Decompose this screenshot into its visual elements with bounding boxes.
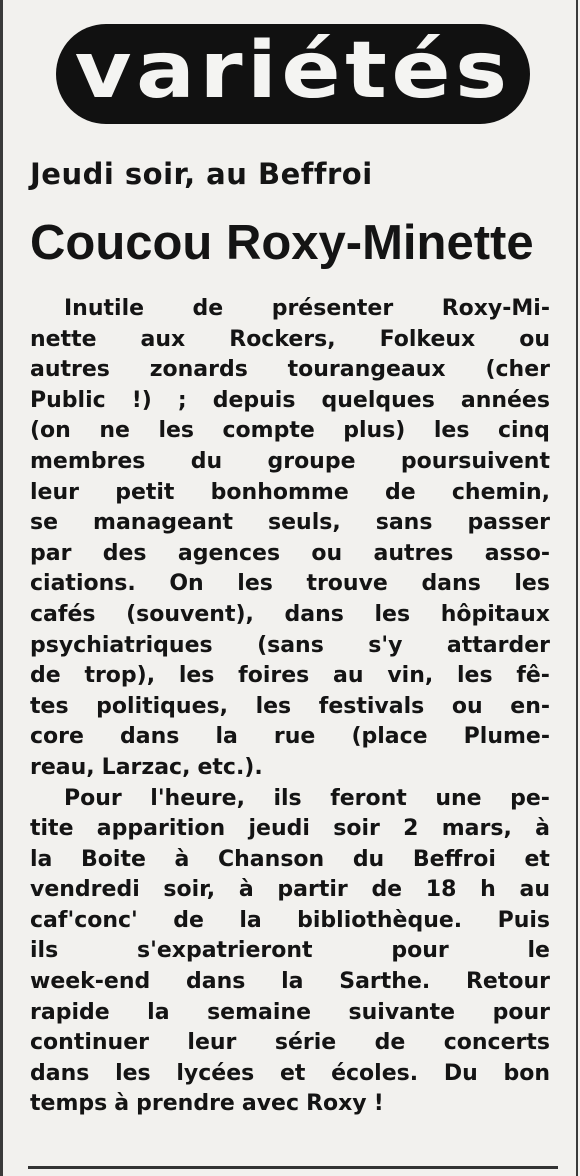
word: des [102, 540, 147, 566]
word: h [480, 877, 496, 903]
word: les [514, 571, 550, 597]
article-line [30, 508, 550, 539]
word: de [192, 296, 224, 321]
article-line [30, 784, 550, 815]
word: (souvent), [126, 601, 254, 627]
word: à [174, 846, 190, 872]
right-border [576, 0, 578, 1176]
word: depuis [212, 387, 296, 413]
article-headline: Coucou Roxy-Minette [30, 216, 534, 270]
word: reau, [30, 754, 95, 780]
article-line [30, 600, 550, 631]
word: une [435, 785, 482, 811]
word: temps [30, 1091, 108, 1117]
word: Du [443, 1060, 478, 1086]
word: de [374, 1030, 406, 1056]
word: membres [30, 448, 146, 474]
word: Rockers, [229, 326, 336, 352]
word: par [30, 540, 72, 566]
word: bibliothèque. [297, 907, 463, 933]
word: Retour [465, 969, 550, 995]
word: passer [467, 510, 550, 536]
word: s'y [368, 632, 403, 658]
word: plus) [343, 418, 406, 444]
word: concerts [443, 1030, 550, 1056]
word: asso- [484, 540, 550, 566]
word: Puis [497, 907, 550, 933]
word: à [238, 877, 254, 903]
article-line [30, 753, 550, 784]
word: Public [30, 387, 106, 413]
word: années [460, 387, 550, 413]
word: s'expatrieront [137, 938, 313, 964]
word: le [527, 938, 550, 964]
word: pe- [510, 785, 550, 811]
word: avec [241, 1091, 300, 1117]
word: manageant [93, 510, 234, 536]
word: écoles. [331, 1060, 419, 1086]
article-line [30, 631, 550, 662]
word: Roxy [306, 1091, 367, 1117]
word: autres [373, 540, 454, 566]
word: rapide [30, 999, 110, 1025]
word: tes [30, 693, 69, 719]
word: la [239, 907, 262, 933]
article-line [30, 539, 550, 570]
article-line [30, 1028, 550, 1059]
word: trop), [84, 663, 156, 689]
word: Beffroi [412, 846, 496, 872]
word: soir [333, 816, 380, 842]
word: à [114, 1091, 130, 1117]
word: Folkeux [379, 326, 476, 352]
word: de [371, 877, 403, 903]
word: nette [30, 326, 97, 352]
article-line [30, 875, 550, 906]
word: leur [187, 1030, 237, 1056]
article-line [30, 1089, 550, 1120]
word: caf'conc' [30, 907, 138, 933]
word: attarder [446, 632, 550, 658]
article-line [30, 478, 550, 509]
word: en- [510, 693, 550, 719]
word: ou [311, 540, 343, 566]
word: apparition [96, 816, 226, 842]
word: la [281, 969, 304, 995]
word: ciations. [30, 571, 136, 597]
word: groupe [267, 448, 356, 474]
word: continuer [30, 1030, 149, 1056]
word: quelques [321, 387, 435, 413]
word: poursuivent [400, 448, 550, 474]
word: dans [186, 969, 246, 995]
article-line [30, 692, 550, 723]
word: vendredi [30, 877, 140, 903]
word: Roxy-Mi- [441, 296, 550, 321]
word: et [524, 846, 550, 872]
word: à [535, 816, 550, 842]
article-line [30, 967, 550, 998]
article-line [30, 416, 550, 447]
word: ; [177, 387, 187, 413]
word: cinq [497, 418, 550, 444]
article-line [30, 906, 550, 937]
word: foires [238, 663, 310, 689]
word: les [115, 1060, 151, 1086]
word: chemin, [451, 479, 550, 505]
word: du [352, 846, 385, 872]
word: partir [277, 877, 348, 903]
word: (place [351, 724, 428, 750]
article-kicker: Jeudi soir, au Beffroi [30, 157, 373, 191]
section-banner-pill [56, 24, 530, 124]
word: dans [284, 601, 344, 627]
word: ou [451, 693, 483, 719]
word: feront [330, 785, 407, 811]
word: On [169, 571, 204, 597]
article-body [30, 294, 550, 1120]
word: bon [503, 1060, 550, 1086]
word: compte [222, 418, 315, 444]
article-line [30, 569, 550, 600]
word: festivals [318, 693, 425, 719]
word: Inutile [64, 296, 145, 321]
word: ne [99, 418, 130, 444]
word: au [519, 877, 550, 903]
word: core [30, 724, 84, 750]
word: mars, [441, 816, 512, 842]
section-title: variétés [74, 26, 512, 116]
article-line [30, 355, 550, 386]
word: 2 [403, 816, 419, 842]
word: Larzac, [101, 754, 191, 780]
word: tourangeaux [287, 357, 446, 383]
word: les [433, 418, 470, 444]
article-line [30, 722, 550, 753]
word: les [456, 663, 493, 689]
word: l'heure, [150, 785, 245, 811]
article-line [30, 294, 550, 325]
word: la [30, 846, 53, 872]
article-line [30, 447, 550, 478]
left-border [0, 0, 3, 1176]
word: les [255, 693, 292, 719]
word: (on [30, 418, 71, 444]
word: rue [273, 724, 316, 750]
word: la [215, 724, 238, 750]
word: dans [30, 1060, 90, 1086]
article-line [30, 661, 550, 692]
word: jeudi [248, 816, 310, 842]
word: du [190, 448, 223, 474]
word: psychiatriques [30, 632, 213, 658]
word: petit [115, 479, 175, 505]
word: présenter [271, 296, 394, 321]
word: bonhomme [210, 479, 349, 505]
word: week-end [30, 969, 151, 995]
bottom-divider [28, 1166, 558, 1169]
word: dans [421, 571, 481, 597]
word: pour [492, 999, 550, 1025]
word: (cher [485, 357, 550, 383]
word: etc.). [197, 754, 263, 780]
word: sans [375, 510, 433, 536]
article-line [30, 998, 550, 1029]
word: série [274, 1030, 337, 1056]
article-line [30, 325, 550, 356]
word: !) [131, 387, 152, 413]
word: zonards [149, 357, 248, 383]
word: vin, [387, 663, 434, 689]
word: suivante [348, 999, 456, 1025]
word: 18 [425, 877, 457, 903]
word: trouve [306, 571, 388, 597]
article-line [30, 814, 550, 845]
word: dans [120, 724, 180, 750]
word: Plume- [463, 724, 550, 750]
article-line [30, 386, 550, 417]
word: les [237, 571, 273, 597]
word: Chanson [218, 846, 325, 872]
word: Sarthe. [339, 969, 431, 995]
word: soir, [163, 877, 216, 903]
word: les [178, 663, 215, 689]
word: ils [273, 785, 302, 811]
word: fê- [516, 663, 550, 689]
word: Boite [81, 846, 146, 872]
section-banner [56, 24, 530, 124]
word: aux [140, 326, 186, 352]
word: ou [519, 326, 550, 352]
word: lycées [176, 1060, 255, 1086]
word: tite [30, 816, 74, 842]
article-line [30, 1059, 550, 1090]
word: politiques, [96, 693, 228, 719]
word: seuls, [268, 510, 341, 536]
word: les [158, 418, 194, 444]
article-line [30, 845, 550, 876]
word: se [30, 510, 59, 536]
word: les [374, 601, 411, 627]
word: et [279, 1060, 306, 1086]
word: ! [373, 1091, 384, 1117]
word: de [384, 479, 416, 505]
word: leur [30, 479, 79, 505]
word: semaine [207, 999, 311, 1025]
article-line [30, 936, 550, 967]
word: agences [177, 540, 281, 566]
word: cafés [30, 601, 96, 627]
word: au [333, 663, 364, 689]
word: la [147, 999, 170, 1025]
word: hôpitaux [440, 601, 550, 627]
word: pour [391, 938, 449, 964]
word: de [30, 663, 61, 689]
word: autres [30, 357, 110, 383]
word: (sans [257, 632, 324, 658]
word: prendre [136, 1091, 235, 1117]
word: de [173, 907, 204, 933]
word: ils [30, 938, 59, 964]
word: Pour [64, 785, 122, 811]
